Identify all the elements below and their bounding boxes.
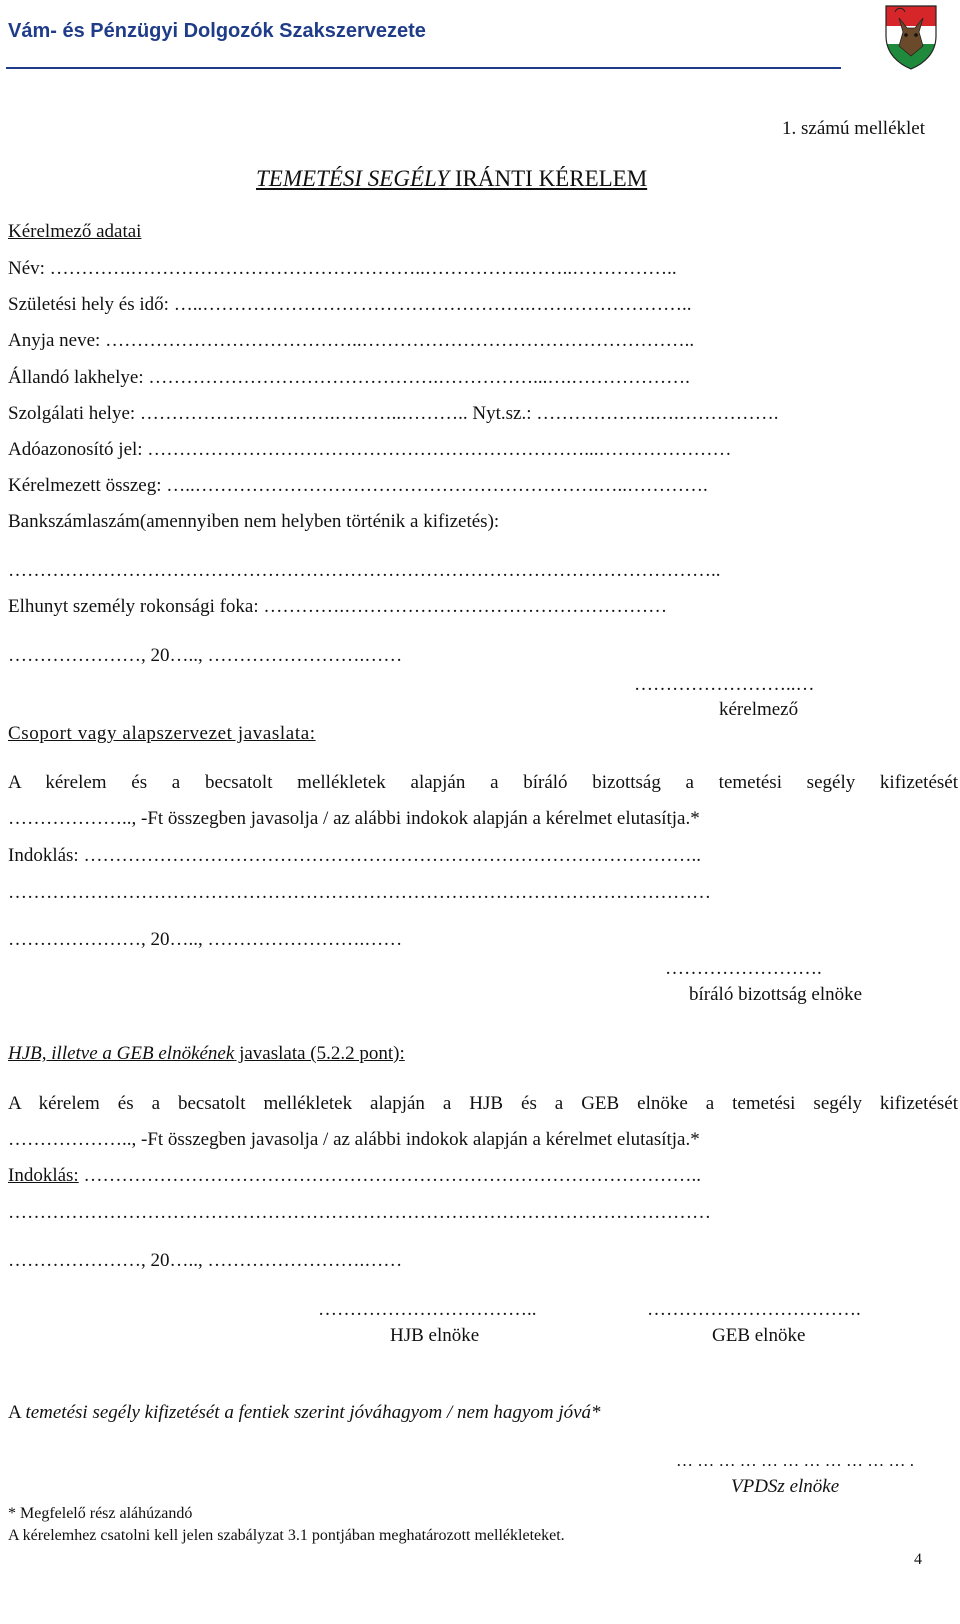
footnote-attachments-note: A kérelemhez csatolni kell jelen szabályzat 3.1 pontjában meghatározott mellékleteket. — [8, 1527, 565, 1544]
hjb-date-line[interactable]: …………………, 20….., …………………….…… — [8, 1250, 403, 1271]
workplace-field[interactable]: Szolgálati helye: ………………………….………..……….. Nyt.sz.: ……………….….……………. — [8, 403, 779, 424]
hjb-justification-field[interactable] — [8, 1165, 701, 1187]
hjb-chair-label: HJB elnöke — [390, 1325, 480, 1346]
hjb-proposal-title — [8, 1043, 405, 1065]
name-field[interactable]: Név: ………….………………………………………..…………….……..…………….. — [8, 258, 677, 279]
birth-place-date-field[interactable]: Születési hely és idő: …..…………………………………………….…………………….. — [8, 294, 692, 315]
approval-prefix: A — [8, 1402, 26, 1423]
vpdsz-chair-signature-line: … … … … … … … … … … … . — [676, 1451, 914, 1470]
tax-id-field[interactable]: Adóazonosító jel: ……………………………………………………………...………………… — [8, 439, 732, 460]
applicant-section-title: Kérelmező adatai — [8, 221, 142, 242]
permanent-address-field[interactable]: Állandó lakhelye: ……………………………………….……………...….………………. — [8, 367, 690, 388]
hjb-title-normal: javaslata (5.2.2 pont): — [234, 1043, 405, 1064]
applicant-signature-line: ……………………..… — [634, 674, 815, 695]
mother-name-field[interactable]: Anyja neve: …………………………………..…………………………………………….. — [8, 330, 695, 351]
kinship-degree-field[interactable]: Elhunyt személy rokonsági foka: ………….…………………………………………… — [8, 596, 668, 617]
applicant-date-line[interactable]: …………………, 20….., …………………….…… — [8, 645, 403, 666]
bank-account-field[interactable]: ………………………………………………………………………………………………….. — [8, 560, 721, 581]
geb-chair-label: GEB elnöke — [712, 1325, 806, 1346]
header-divider — [6, 67, 841, 69]
committee-chair-label: bíráló bizottság elnöke — [689, 984, 863, 1005]
annex-label: 1. számú melléklet — [782, 118, 925, 139]
approval-statement — [8, 1402, 601, 1424]
title-normal: IRÁNTI KÉRELEM — [449, 166, 648, 191]
hjb-title-italic: HJB, illetve a GEB elnökének — [8, 1043, 235, 1064]
title-italic: TEMETÉSI SEGÉLY — [256, 166, 450, 191]
approval-italic-text: temetési segély kifizetését a fentiek szerint jóváhagyom / nem hagyom jóvá* — [25, 1402, 601, 1423]
vpdsz-chair-label: VPDSz elnöke — [731, 1476, 840, 1497]
hjb-dots-line[interactable]: ………………………………………………………………………………………………… — [8, 1202, 711, 1223]
committee-chair-signature-line: ……………………. — [665, 958, 822, 979]
requested-amount-field[interactable]: Kérelmezett összeg: …..……………………………………………………….…..…………. — [8, 475, 708, 496]
union-logo-icon — [883, 2, 939, 70]
group-date-line[interactable]: …………………, 20….., …………………….…… — [8, 929, 403, 950]
hjb-justification-label: Indoklás: — [8, 1165, 79, 1186]
group-proposal-text: A kérelem és a becsatolt mellékletek alapján a bíráló bizottság a temetési segély kifizetését — [8, 772, 958, 793]
hjb-proposal-amount-line[interactable]: ……………….., -Ft összegben javasolja / az alábbi indokok alapján a kérelmet elutasítja.* — [8, 1129, 700, 1150]
page-number: 4 — [914, 1551, 922, 1568]
hjb-chair-signature-line: …………………………….. — [318, 1299, 537, 1320]
document-title — [256, 166, 647, 192]
bank-account-label: Bankszámlaszám(amennyiben nem helyben történik a kifizetés): — [8, 511, 500, 532]
geb-chair-signature-line: ……………………………. — [647, 1299, 861, 1320]
group-justification-dots[interactable]: ………………………………………………………………………………………………… — [8, 882, 711, 903]
group-proposal-amount-line[interactable]: ……………….., -Ft összegben javasolja / az alábbi indokok alapján a kérelmet elutasítja.* — [8, 808, 700, 829]
footnote-underline-note: * Megfelelő rész aláhúzandó — [8, 1505, 193, 1522]
applicant-signature-label: kérelmező — [719, 699, 799, 720]
hjb-justification-dots[interactable]: …………………………………………………………………………………….. — [78, 1165, 701, 1186]
organization-name: Vám- és Pénzügyi Dolgozók Szakszervezete — [8, 20, 426, 42]
group-proposal-title: Csoport vagy alapszervezet javaslata: — [8, 723, 316, 744]
hjb-proposal-text: A kérelem és a becsatolt mellékletek alapján a HJB és a GEB elnöke a temetési segély kifizetését — [8, 1093, 958, 1114]
group-justification-field[interactable]: Indoklás: …………………………………………………………………………………….. — [8, 845, 701, 866]
